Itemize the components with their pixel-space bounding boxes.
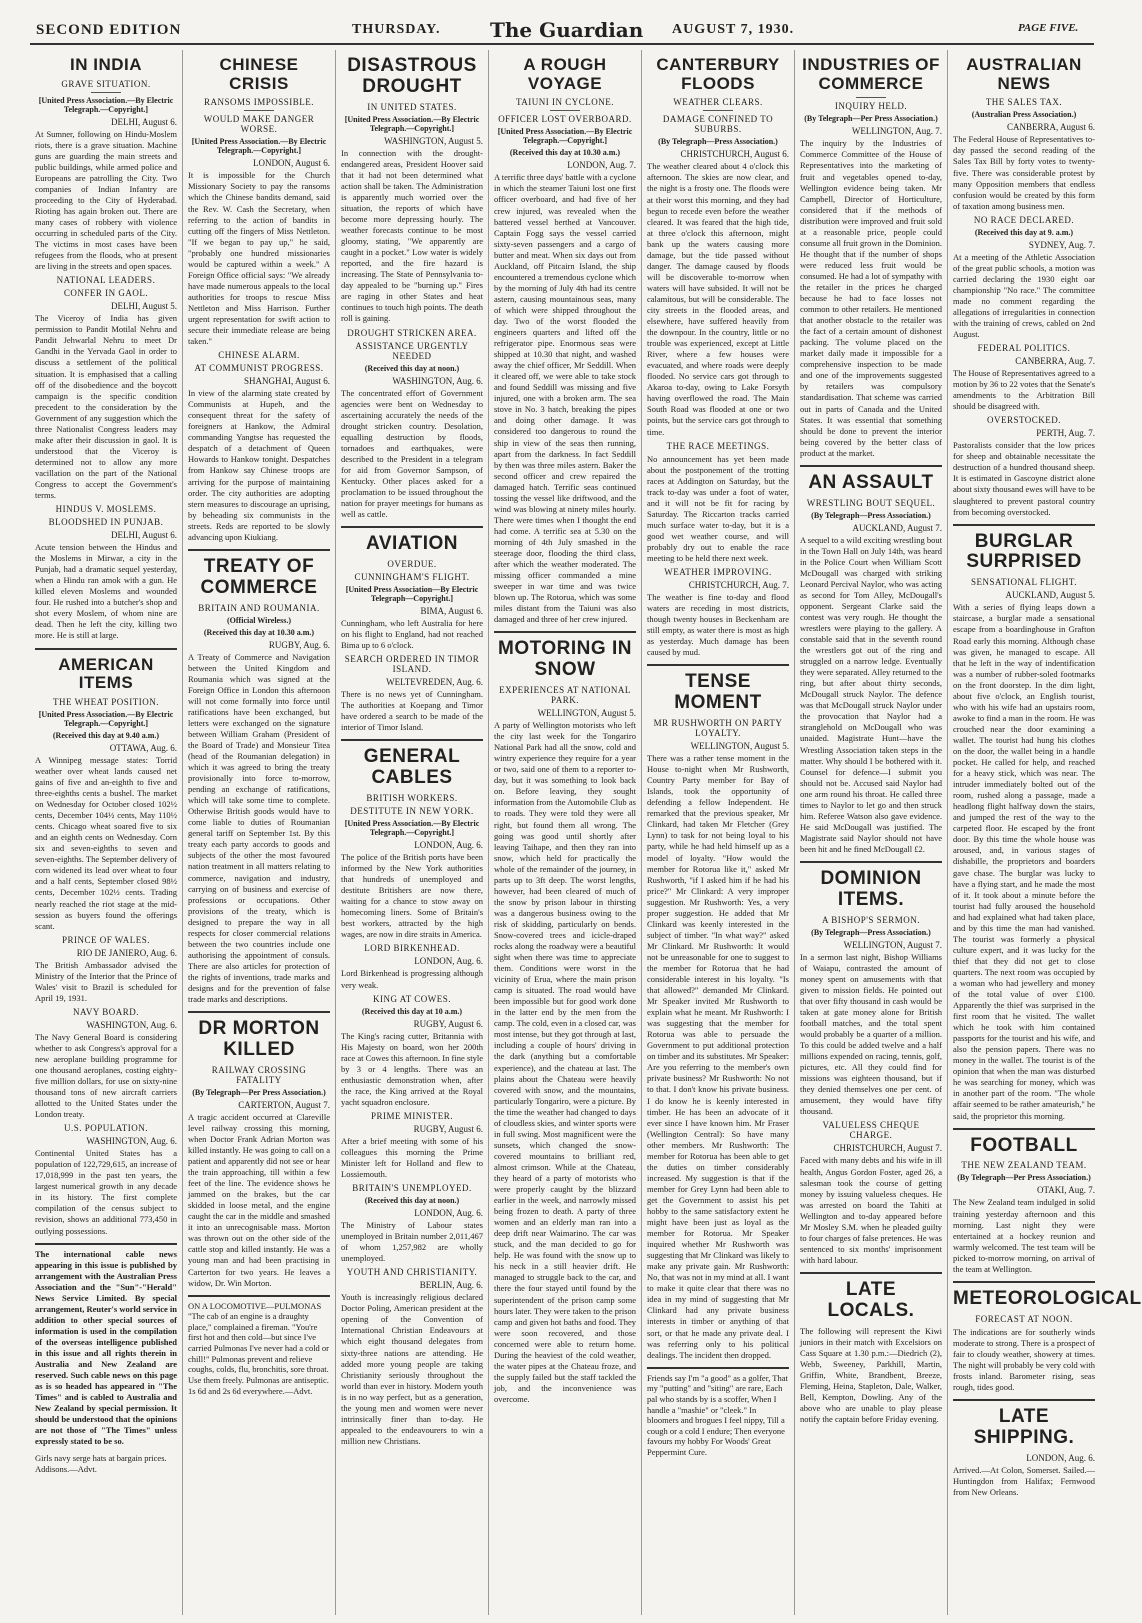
article-late-locals: [800, 1280, 942, 1425]
column-5: [641, 50, 794, 1615]
article-motoring-in-snow: [494, 639, 636, 1405]
dateline: OTTAWA, Aug. 6.: [109, 742, 177, 753]
received-line: (Received this day at 10.30 a.m.): [509, 148, 621, 158]
headline: DOMINION ITEMS.: [820, 867, 922, 910]
article-in-india: [35, 56, 177, 642]
column-rule: [800, 861, 942, 863]
subheading: A BISHOP'S SERMON.: [822, 914, 920, 925]
newspaper-name: The Guardian: [490, 18, 644, 42]
article-body: The police of the British ports have been informed by the New York authorities that hundreds of unemployed and destitute Britishers are now there, waiting for a chance to stow away on homecoming liners. Some of Britain's best workers, attracted by the high wages, are now in dire straits in America.: [341, 852, 483, 940]
subheading: NATIONAL LEADERS.: [56, 275, 156, 286]
article-football: [953, 1136, 1095, 1275]
dateline: SHANGHAI, August 6.: [243, 376, 330, 387]
article-body: The indications are for southerly winds moderate to strong. There is a prospect of fair to cloudy weather, showery at times. The night will probably be very cold with frosts inland. Barometer rising, seas rough, tides good.: [953, 1326, 1095, 1392]
received-line: (Received this day at noon.): [364, 363, 460, 373]
article-burglar-surprised: [953, 532, 1095, 1122]
column-rule: [341, 526, 483, 528]
credit-line: (By Telegraph—Press Association.): [811, 927, 931, 937]
subheading: SENSATIONAL FLIGHT.: [971, 577, 1077, 588]
column-rule: [341, 739, 483, 741]
article-body: The weather cleared about 4 o'clock this afternoon. The skies are now clear, and the night is a frosty one. The floods were at their worst this morning, and they had begun to recede even before the weather cleared. It was feared that the high tide, at three o'clock this afternoon, might bank up the waters causing more damage, but the tide passed without danger. The damage caused by floods will be discoverable to-morrow when waters will have subsided. It will not be calamitous, but will be considerable. The city streets in the flooded areas, and elsewhere, have suffered heavily from the downpour. In the country, little or no trouble was experienced, except at Little River, where a few houses were evacuated, and where roads were deeply flooded. No service cars got through to Akaroa to-day, owing to Lake Forsyth having overflowed the road. The Main South Road was flooded at one or two points, but the service cars got through to time.: [647, 161, 789, 437]
article-body: It is impossible for the Church Missionary Society to pay the ransoms which the Chinese bandits demand, said the Rev. W. Cash the Secretary, when referring to the action of bandits in cutting off the fingers of Miss Nettleton. "If we began to pay up," he said, "probably one hundred missionaries would be captured within a week." A Foreign Office official says: "We already have made numerous appeals to the local authorities for troops to rescue Miss Nettleton and Miss Harrison. Further urgent representation for swift action to secure their immediate release are being taken.": [188, 170, 330, 347]
column-rule: [35, 1243, 177, 1245]
headline: AVIATION: [366, 533, 458, 555]
credit-line: [United Press Association.—By Electric Telegraph.—Copyright.]: [38, 95, 174, 114]
headline: AUSTRALIAN NEWS: [966, 55, 1082, 93]
article-body: Continental United States has a population of 122,729,615, an increase of 17,018,999 in the past ten years, the largest numerical growth in any decade in its history. The first complete compilation of the census subject to revision, shows an additional 773,450 in outlying possessions.: [35, 1148, 177, 1236]
column-rule: [647, 664, 789, 666]
divider: [244, 110, 274, 111]
credit-line: (Official Wireless.): [227, 615, 291, 625]
article-body: The New Zealand team indulged in solid training yesterday afternoon and this morning. Last night they were entertained at a hockey reunion and warmly welcomed. The test team will be picked to-morrow morning, on arrival of the team at Wellington.: [953, 1197, 1095, 1274]
dateline: WASHINGTON, Aug. 6.: [392, 375, 483, 386]
article-body: The Ministry of Labour states unemployed in Britain number 2,011,467 of whom 1,257,982 are wholly unemployed.: [341, 1220, 483, 1264]
page-number: PAGE FIVE.: [1018, 22, 1079, 34]
article-body: Cunningham, who left Australia for here on his flight to England, had not reached Bima up to 6 o'clock.: [341, 617, 483, 651]
subheading: BRITISH WORKERS.: [366, 793, 458, 804]
article-treaty-of-commerce: [188, 557, 330, 1005]
credit-line: [United Press Association.—By Electric Telegraph.—Copyright.]: [344, 819, 480, 838]
dateline: WELLINGTON, August 5.: [537, 708, 636, 719]
column-rule: [188, 1011, 330, 1013]
headline: CHINESE CRISIS: [219, 55, 299, 93]
headline: TENSE MOMENT: [674, 671, 762, 714]
subheading: CUNNINGHAM'S FLIGHT.: [354, 571, 470, 582]
credit-line: (By Telegraph—Per Press Association.): [804, 114, 938, 124]
received-line: (Received this day at noon.): [364, 1196, 460, 1206]
headline: CANTERBURY FLOODS: [656, 55, 780, 93]
subheading: PRIME MINISTER.: [370, 1110, 453, 1121]
column-rule: [800, 465, 942, 467]
article-canterbury-floods: [647, 56, 789, 658]
headline: METEOROLOGICAL: [953, 1287, 1142, 1309]
headline: LATE SHIPPING.: [973, 1405, 1075, 1448]
article-body: The Viceroy of India has given permission to Pandit Motilal Nehru and Pandit Jehwarlal Nehru to meet Dr Gandhi in the Yervada Gaol in order to discuss a settlement of the political situation. It is emphasised that a calling off of the disobedience and the boycott campaign is the specific condition precedent to the consideration by the Government of any suggestion which the three Nationalist Congress leaders may make after their discussion in gaol. It is understood that the Viceroy is determined not to allow any more vacillation on the part of the National Congress to accept the Government's terms.: [35, 313, 177, 501]
article-body: The inquiry by the Industries of Commerce Committee of the House of Representatives into the marketing of fruit and vegetables opened to-day, Wellington evidence being taken. Mr Campbell, Director of Horticulture, considered that if the methods of distribution were improved and fruit sold at a reasonable price, people could consume all fruit grown in the Dominion. He thought that if the number of shops were reduced less fruit would be consumed. He had a lot of sympathy with the retailer in the prices he charged because he had to face losses not common to other retailers. He mentioned that another obstacle to the retailer was the fact of a certain amount of dishonest packing. The volume placed on the market daily made it impossible for a comprehensive inspection to be made and one of the improvements suggested by retailers was compulsory standardisation. That scheme was carried out in parts of Canada and the United States. It was essential that something should be done to prevent the interior being covered by the better class of product at the market.: [800, 138, 942, 458]
headline: BURGLAR SURPRISED: [966, 530, 1082, 573]
received-line: (Received this day at 10 a.m.): [361, 1006, 463, 1016]
column-2: [182, 50, 335, 1615]
dateline: WASHINGTON, August 5.: [384, 135, 483, 146]
subheading: MR RUSHWORTH ON PARTY LOYALTY.: [653, 718, 783, 739]
column-6: [794, 50, 947, 1615]
subheading: BLOODSHED IN PUNJAB.: [48, 517, 164, 528]
advertisement: ON A LOCOMOTIVE—PULMONAS "The cab of an engine is a draughty place," complained a fireman. "You're first hot and then cold—but since I've carried Pulmonas I've never had a cold or chill!" Pulmonas prevent and relieve coughs, colds, flu, bronchitis, sore throat. Use them freely. Pulmonas are antiseptic. 1s 6d and 2s 6d everywhere.—Advt.: [188, 1300, 330, 1396]
masthead: [0, 0, 1114, 44]
article-body: There was a rather tense moment in the House to-night when Mr Rushworth, Country Party member for Bay of Islands, took the opportunity of defending a fellow Independent. He remarked that the previous speaker, Mr Clinkard, had taken Mr Fletcher (Grey Lynn) to task for not being loyal to his party, while he had held himself up as a model of loyalty. "How would the member for Rotorua like it," asked Mr Rushworth, "if I asked him if he had his price?" Mr Clinkard: A very improper suggestion. Mr Rushworth: Yes, a very proper suggestion. He added that Mr Clinkard was keenly interested in the subject of timber. "In what way?" asked Mr Clinkard. Mr Rushworth: It would not be unreasonable for one to suggest to the member for Rotorua that he had considerable interest in his loyalty. "Is that allowed?" demanded Mr Clinkard. Mr Speaker invited Mr Rushworth to explain what he meant. Mr Rushworth: I was suggesting that the member for Rotorua was able to persuade the Government to put additional protection on timber and its substitutes. Mr Speaker: Are you referring to the member's own private business? Mr Rushworth: No not to that. I don't know his private business. I do know he is keenly interested in timber. He has been an advocate of it ever since I have known him. Mr Fraser (Wellington Central): So have many other members. Mr Rushworth: The member for Rotorua has been able to get the duties on timber considerably increased. My suggestion is that if the member for Grey Lynn had been able to get the Government to assist his pet hobby to the same satisfactory extent he might have been just as loyal as the member for Rotorua. Mr Speaker inquired whether Mr Rushworth was suggesting that Mr Clinkard was likely to make any private gain. Mr Rushworth: No, that was not in my mind at all. I want to make it quite clear that there was no idea in my mind of suggesting that Mr Clinkard had any private business interests in timber or anything of that sort, or that he made any private deal. I was referring only to his political dealings. The incident then dropped.: [647, 753, 789, 1360]
headline: DISASTROUS DROUGHT: [347, 55, 477, 97]
cable-notice: The international cable news appearing in this issue is published by arrangement with the Australian Press Association and the "Sun"-"Herald" News Service Limited. By special arrangement, Reuter's world service in addition to other special sources of information is used in the compilation of the overseas intelligence published in this issue and all rights therein in Australia and New Zealand are reserved. Such cable news on this page as is so headed has appeared in "The Times" and is cabled to Australia and New Zealand by special permission. It should be understood that the opinions are not those of "The Times" unless expressly stated to be so.: [35, 1248, 177, 1447]
headline: GENERAL CABLES: [363, 746, 461, 789]
subheading: WOULD MAKE DANGER WORSE.: [203, 114, 315, 135]
dateline: CHRISTCHURCH, August 6.: [680, 149, 789, 160]
received-line: (Received this day at 9.40 a.m.): [52, 730, 160, 740]
column-rule: [953, 524, 1095, 526]
subheading: FEDERAL POLITICS.: [977, 343, 1071, 354]
headline: MOTORING IN SNOW: [498, 638, 632, 681]
article-body: A sequel to a wild exciting wrestling bout in the Town Hall on July 14th, was heard in the Police Court when William Scott McDougall was charged with striking Leonard Percival Naylor, who was acting as second for Tom Alley, McDougall's opponent. Sergeant Clarke said the contest was very rough. He thought the wrestlers were playing to the gallery. A constable said that in the seventh round the wrestlers got out of the ring and struggled on a narrow ledge. Eventually they were separated. Alley returned to the ring, but after about thirty seconds, McDougall struck Naylor. The defence was that McDougall struck Naylor under the provocation that Naylor had a stranglehold on McDougall who was unaided. Magistrate Hunt—have the Wrestling Association taken steps in the matter. Why should I be bothered with it. Counsel for defence—I submit you should not be. Accused said Naylor had one arm round his throat. He called three times to Naylor to let go and then struck him. Referee Watson also gave evidence. He said McDougall was justified. The Magistrate said Naylor should not have been hit and he fined McDougall £2.: [800, 534, 942, 854]
issue-date: AUGUST 7, 1930.: [672, 22, 795, 37]
article-body: After a brief meeting with some of his colleagues this morning the Prime Minister left for Holland and flew to Lossiemouth.: [341, 1135, 483, 1180]
dateline: LONDON, Aug. 6.: [414, 956, 483, 967]
subheading: FORECAST AT NOON.: [975, 1313, 1073, 1324]
subheading: PRINCE OF WALES.: [61, 934, 151, 945]
headline: TREATY OF COMMERCE: [200, 555, 318, 598]
dateline: WELLINGTON, August 5.: [690, 741, 789, 752]
article-body: Lord Birkenhead is progressing although very weak.: [341, 968, 483, 990]
dateline: LONDON, Aug. 6.: [1026, 1452, 1095, 1463]
article-rough-voyage: [494, 56, 636, 625]
headline: AMERICAN ITEMS: [58, 654, 154, 693]
dateline: RUGBY, Aug. 6.: [268, 639, 330, 650]
dateline: WELLINGTON, August 7.: [843, 939, 942, 950]
column-rule: [647, 1367, 789, 1369]
article-body: With a series of flying leaps down a staircase, a burglar made a sensational escape from a boardinghouse in Grafton Road early this morning. Although chase was given, he managed to escape. All that he left in the way of indentification was a number of rubber-soled footmarks on the front doorstep. In the dim light, about five o'clock, an English tourist, who with his wife had an upstairs room, awoke to find a man in the room. He was crouched near the door examining a wallet. The tourist had hung his clothes on the door, the wallet being in a handle pocket. He called for help, and reached for a heavy stick, which was near. The intruder immediately bolted out of the room, rushed along a passage, made a headlong flight halfway down the stairs, and jumped the rest of the way to the carpeted floor. He escaped by the front door. By this time the whole house was aroused, and, in various stages of dishabille, the proprietors and boarders gave chase. The burglar was lucky to have a flying start, and he made the most of it. It took about a minute before the tourist had fully aroused the household and had explained what had taken place, and by this time the man had vanished. The tourist was formerly a physical culture expert, and it was lucky for the thief that they did not get to close quarters. The next room was occupied by a woman who had jewellery and money of the total value of over £100. Apparently the thief was surprised in the first room that he visited. The wallet which he took with him contained passports for the tourist and his wife, and also the pension papers. There was no money in the wallet. The tourist is of the opinion that when the man was disturbed he was searching for money, which was in another part of the room. "The whole affair seemed to be rather amateurish," he said, the proprietor this morning.: [953, 602, 1095, 1121]
dateline: CHRISTCHURCH, August 7.: [833, 1143, 942, 1154]
dateline: OTAKI, Aug. 7.: [1036, 1185, 1095, 1196]
subheading: THE WHEAT POSITION.: [53, 696, 159, 707]
divider: [856, 97, 886, 98]
subheading: BRITAIN'S UNEMPLOYED.: [352, 1183, 472, 1194]
column-rule: [953, 1399, 1095, 1401]
dateline: LONDON, Aug. 6.: [414, 840, 483, 851]
subheading: GRAVE SITUATION.: [61, 78, 151, 89]
column-rule: [188, 1295, 330, 1297]
dateline: DELHI, August 5.: [111, 301, 177, 312]
headline: FOOTBALL: [970, 1134, 1078, 1156]
article-chinese-crisis: [188, 56, 330, 543]
subheading: KING AT COWES.: [372, 993, 452, 1004]
article-body: A Treaty of Commerce and Navigation between the United Kingdom and Roumania which was signed at the Foreign Office in London this afternoon will not come formally into force until ratifications have been exchanged, but letters were exchanged on the signature between William Graham (President of the Board of Trade) and Monsieur Titea (head of the Roumanian delegation) in which it was agreed to bring the treaty provisionally into force to-morrow, pending an exchange of ratifications, which will take some time to complete. Otherwise British goods would have to come liable to duties of Roumanian general tariff on September 1st. By this treaty each party accords to goods and subjects of the other the most favoured nation treatment in all matters relating to commerce, navigation and industry, carrying on of business and exercise of professions or occupations. Other provisions of the treaty, which is designed to prepare the way in all respects for closer commercial relations between the two countries include one authorising the appointment of consuls. There are also articles for protection of the rights of inventions, trade marks and designs and for the prevention of false trade marks and descriptions.: [188, 651, 330, 1005]
article-body: The concentrated effort of Government agencies were bent on Wednesday to ascertaining accurately the needs of the drought stricken country. Desolation, equalling destruction by floods, tornadoes and earthquakes, were described to the President in a telegram for aid from Governor Sampson, of Kentucky. Other places asked for a proclamation to be issued throughout the nation for prayer meetings for humans as well as cattle.: [341, 387, 483, 520]
subheading: YOUTH AND CHRISTIANITY.: [346, 1267, 478, 1278]
article-industries-of-commerce: [800, 56, 942, 459]
column-rule: [35, 648, 177, 650]
column-rule: [800, 1272, 942, 1274]
column-rule: [953, 1281, 1095, 1283]
advertisement: Girls navy serge hats at bargain prices. Addisons.—Advt.: [35, 1453, 167, 1475]
dateline: AUCKLAND, August 7.: [852, 522, 942, 533]
article-body: The Federal House of Representatives to-day passed the second reading of the Sales Tax Bill by forty votes to twenty-five. There was considerable protest by many Opposition members that endless confusion would be created by this form of taxation among business men.: [953, 134, 1095, 211]
article-dr-morton-killed: [188, 1019, 330, 1289]
column-4: [488, 50, 641, 1615]
headline: AN ASSAULT: [808, 471, 934, 493]
subheading: DAMAGE CONFINED TO SUBURBS.: [662, 114, 774, 135]
divider: [703, 110, 733, 111]
column-rule: [494, 631, 636, 633]
dateline: CANBERRA, Aug. 7.: [1015, 356, 1095, 367]
dateline: SYDNEY, Aug. 7.: [1028, 239, 1095, 250]
subheading: RAILWAY CROSSING FATALITY: [211, 1064, 307, 1085]
headline: DR MORTON KILLED: [198, 1018, 320, 1060]
credit-line: [United Press Association.—By Electric Telegraph.—Copyright.]: [497, 127, 633, 146]
article-body: The King's racing cutter, Britannia with His Majesty on board, won her 200th race at Cowes this afternoon. In fine style by 3 or 4 lengths. There was an enthusiastic demonstration when, after the race, the King arrived at the Royal yacht squadron enclosure.: [341, 1030, 483, 1107]
credit-line: [United Press Association—By Electric Telegraph—Copyright.]: [345, 584, 479, 603]
subheading: BRITAIN AND ROUMANIA.: [198, 602, 320, 613]
dateline: DELHI, August 6.: [111, 530, 177, 541]
subheading: CHINESE ALARM.: [218, 350, 300, 361]
article-american-items: [35, 656, 177, 1237]
subheading: THE SALES TAX.: [985, 97, 1063, 108]
column-3: [335, 50, 488, 1615]
dateline: CARTERTON, August 7.: [238, 1099, 330, 1110]
credit-line: (By Telegraph—Press Association.): [658, 137, 778, 147]
article-body: At Sumner, following on Hindu-Moslem riots, there is a grave situation. Machine guns are guarding the main streets and public buildings, while armed police and Europeans are patrolling the City. Two companies of Indian Infantry are proceeding to the City of Hyderabad. Rioting has again broken out. There are many cases of robbery with violence occurring in scheduled parts of the City. The victims in most cases have been refugees from the floods, who at present are living in the streets and open spaces.: [35, 128, 177, 272]
article-body: The weather is fine to-day and flood waters are receding in most districts, though twenty houses in Beckenham are still empty, as water there is most as high as yesterday. Much damage has been caused by mud.: [647, 592, 789, 658]
subheading: OFFICER LOST OVERBOARD.: [498, 114, 632, 125]
divider: [550, 110, 580, 111]
article-australian-news: [953, 56, 1095, 518]
subheading: WEATHER IMPROVING.: [664, 567, 772, 578]
article-body: Faced with many debts and his wife in ill health, Angus Gordon Foster, aged 26, a salesman took the course of getting money by issuing valueless cheques. He was arrested on board the Tahiti at Wellington and to-day appeared before Mr Mosley S.M. when he pleaded guilty to four charges of false pretences. He was sentenced to six months' imprisonment with hard labour.: [800, 1155, 942, 1265]
masthead-rule: [30, 43, 1094, 45]
subheading: RANSOMS IMPOSSIBLE.: [203, 97, 315, 108]
subheading: SEARCH ORDERED IN TIMOR ISLAND.: [344, 654, 480, 675]
subheading: OVERDUE.: [387, 558, 437, 569]
column-1: [30, 50, 182, 1615]
article-body: The Navy General Board is considering whether to ask Congress's approval for a new aeroplane building programme for one thousand aeroplanes, costing eighty-five million dollars, for use on sixty-nine thousand tons of new aircraft carriers allotted to the United States under the London treaty.: [35, 1031, 177, 1120]
article-body: Acute tension between the Hindus and the Moslems in Mirwar, a city in the Punjab, had a dramatic sequel yesterday, when a Hindu ran amok with a gun. He killed eleven Moslems and wounded four. He rushed into a butcher's shop and shot every Moslem, of whom nine are dead. Then he left the city, killing two more. He is still at large.: [35, 542, 177, 641]
received-line: (Received this day at 9. a.m.): [974, 227, 1074, 237]
article-body: Youth is increasingly religious declared Doctor Poling, American president at the opening of the Convention of International Christian Endeavours at which eight thousand delegates from sixty-three nations are attending. He added more young people are taking Christianity seriously throughout the world than ever in history. Modern youth is in no way perfect, but as a generation, the young men and women were never intrinsically finer than to-day. He appealed to the endeavourers to win a million new Christians.: [341, 1292, 483, 1446]
article-body: No announcement has yet been made about the postponement of the trotting races at Addington on Saturday, but the track to-day was under a foot of water, and it will not be fit for racing by Saturday. The Riccarton tracks carried much surface water to-day, but it is a good wet weather course, and will probably dry out to enable the race meeting to be held there next week.: [647, 453, 789, 563]
dateline: LONDON, Aug. 6.: [414, 1208, 483, 1219]
article-aviation: [341, 534, 483, 733]
dateline: RUGBY, August 6.: [413, 1123, 483, 1134]
article-body: In view of the alarming state created by Communists at Hupeh, and the consequent threat for the safety of foreigners at Hankow, the Admiral commanding Yangtse has requested the despatch of a detachment of Queen Howards to Hankow tonight. Despatches from Hankow say Chinese troops are arriving for the purpose of maintaining order. The city authorities are adopting stern measures to discourage an uprising, by beheading six communists in the streets. Reds are reported to be slowly advancing upon Kiukiang.: [188, 388, 330, 542]
column-7: [947, 50, 1142, 1615]
subheading: HINDUS V. MOSLEMS.: [55, 504, 157, 515]
dateline: WASHINGTON, Aug. 6.: [86, 1136, 177, 1147]
credit-line: (By Telegraph—Per Press Association.): [192, 1087, 326, 1097]
dateline: RUGBY, August 6.: [413, 1018, 483, 1029]
subheading: EXPERIENCES AT NATIONAL PARK.: [499, 685, 631, 706]
dateline: RIO DE JANIERO, Aug. 6.: [76, 947, 177, 958]
subheading: WRESTLING BOUT SEQUEL.: [806, 497, 936, 508]
subheading: THE NEW ZEALAND TEAM.: [961, 1160, 1087, 1171]
advertisement: Friends say I'm "a good" as a golfer, That my "putting" and "siting" are rare, Each pal who stands by is a scoffer, When I handle a "mashie" or "cleek." In bloomers and brogues I feel nippy, Till a cough or a cold I endure; Then everyone favours my hobby For Woods' Great Peppermint Cure.: [647, 1372, 788, 1458]
dateline: DELHI, August 6.: [111, 116, 177, 127]
article-body: A tragic accident occurred at Clareville level railway crossing this morning, when Doctor Frank Adrian Morton was killed instantly. He was going to call on a patient and apparently did not see or hear the train approaching, till within a few feet of the line. The evidence shows he jammed on the brakes, but the car skidded in loose metal, and the engine caught the car in the middle and smashed it into an unrecognisable mass. Morton was thrown out on the other side of the cattle stop and killed instantly. He was a young man and had been practising in Carterton for two years. He leaves a widow, Dr. Win Morton.: [188, 1111, 330, 1288]
dateline: LONDON, Aug. 7.: [567, 160, 636, 171]
subheading: WEATHER CLEARS.: [673, 97, 763, 108]
credit-line: [United Press Association.—By Electric Telegraph.—Copyright.]: [191, 137, 327, 156]
article-general-cables: [341, 747, 483, 1447]
article-body: At a meeting of the Athletic Association of the great public schools, a motion was carried declaring the 1930 eight oar championship "No race." The committee made no comment regarding the allegations of irregularities in connection with the training of crews, cabled on 2nd August.: [953, 251, 1095, 340]
dateline: BERLIN, Aug. 6.: [419, 1280, 483, 1291]
dateline: LONDON, August 6.: [252, 158, 330, 169]
dateline: WELLINGTON, Aug. 7.: [851, 126, 942, 137]
edition-label: SECOND EDITION: [36, 22, 182, 38]
subheading: DESTITUTE IN NEW YORK.: [350, 806, 474, 817]
article-tense-moment: [647, 672, 789, 1360]
subheading: NAVY BOARD.: [72, 1006, 139, 1017]
headline: IN INDIA: [70, 55, 142, 74]
subheading: THE RACE MEETINGS.: [666, 440, 770, 451]
dateline: CANBERRA, August 6.: [1006, 122, 1095, 133]
dateline: BIMA, August 6.: [420, 605, 483, 616]
article-body: Pastoralists consider that the low prices for sheep and obtainable necessitate the destruction of a hundred thousand sheep. It is estimated in Gascoyne district alone about sixty thousand ewes will have to be slaughtered to prevent pastoral country from becoming overstocked.: [953, 440, 1095, 517]
article-body: There is no news yet of Cunningham. The authorities at Koepang and Timor have ordered a search to be made of the interior of Timor Island.: [341, 689, 483, 733]
article-body: A Winnipeg message states: Torrid weather over wheat lands caused net gains of five and an-eighth to five and three-eighths cents a bushel. The market on Wednesday for October closed 102½ cents, December 104½ cents, May 110½ cents. Chicago wheat soared five to six and an eighth cents on Wednesday. Corn six and seven-eighths to seven and seven-eighths. The September delivery of corn widened its lead over wheat to four and a half cents, September closed 98½ cents, December 102½ cents. Trading nearly reached the riot stage at the mid-session as buyers found the offerings scant.: [35, 754, 177, 931]
article-body: In connection with the drought-endangered areas, President Hoover said that it had not been determined what action shall be taken. The Administration is apparently much worried over the situation, the reports of which have become more depressing hourly. The weather forecasts continue to be most gloomy, stating, "We apparently are caught in a pocket." Low water is widely reported, and the fire hazard is increasing. The State of Pennsylvania to-day appealed to be "burning up." Fires are raging in other States and heat continues to touch high points. The death roll is gaining.: [341, 147, 483, 324]
credit-line: [United Press Association.—By Electric Telegraph.—Copyright.]: [38, 709, 174, 728]
subheading: ASSISTANCE URGENTLY NEEDED: [355, 340, 469, 361]
article-late-shipping: [953, 1407, 1095, 1498]
credit-line: [United Press Association.—By Electric Telegraph.—Copyright.]: [344, 114, 480, 133]
dateline: WASHINGTON, Aug. 6.: [86, 1019, 177, 1030]
column-rule: [188, 549, 330, 551]
page-columns: [30, 50, 1142, 1615]
subheading: LORD BIRKENHEAD.: [364, 943, 460, 954]
credit-line: (By Telegraph—Per Press Association.): [957, 1173, 1091, 1183]
article-body: The House of Representatives agreed to a motion by 36 to 22 votes that the Senate's amendments to the Arbitration Bill should be disagreed with.: [953, 368, 1095, 412]
subheading: INQUIRY HELD.: [834, 101, 908, 112]
headline: LATE LOCALS.: [827, 1278, 915, 1321]
article-dominion-items: [800, 869, 942, 1266]
headline: A ROUGH VOYAGE: [523, 55, 607, 93]
subheading: VALUELESS CHEQUE CHARGE.: [822, 1120, 920, 1141]
article-disastrous-drought: [341, 56, 483, 520]
article-body: The following will represent the Kiwi juniors in their match with Excelsiors on Cass Square at 1.30 p.m.:—Diedrich (2), Webb, Sweeney, Parkhill, Martin, Griffin, White, Brandbent, Breeze, Fleming, Heina, Stapleton, Dale, Walker, Bell, Kempton, Dowling. Any of the above who are unable to play please notify the captain before Friday evening.: [800, 1325, 942, 1425]
article-body: Arrived.—At Colon, Somerset. Sailed.—Huntingdon from Halifax; Fernwood from New Orleans.: [953, 1464, 1095, 1497]
article-meteorological: [953, 1287, 1142, 1393]
divider: [91, 92, 121, 93]
article-body: A terrific three days' battle with a cyclone in which the steamer Taiuni lost one first officer overboard, and had five of her crew injured, was revealed when the battered vessel berthed at Vancouver. Captain Fogg says the vessel carried sixty-seven passengers and a cargo of butter and meat. When six days out from Auckland, off Pitcairn Island, the ship encountered a tremendous cyclone which by the morning of July 4th had its centre astern, causing mountainous seas, many of which were shipped throughout the day. Two of the worst flooded the engineers quarters and lifted off the refrigerator pipe. Enormous seas were shipped at 10.30 that night, and washed away the chief officer, Mr Seddill. When it cleared off, we were able to take stock and found Seddill was missing and five injured, one with a broken arm. The sea stove in No. 3 hatch, breaking the pipes and doing other damage. It was considered too dangerous to round the ship in view of the seas then running, apart from the darkness. In fact Seddill by then was three miles astern. Baker the second officer and crew repaired the damaged hatch. Terrific seas continued tossing the vessel like driftwood, and the wind was blowing at ninety miles hourly. There were times when I thought the end had come. A terrific sea at 5.30 on the morning of 4th July smashed in the steerage door, flooding the third class, after which the weather moderated. The missing officer commanded a mine sweeper in war time and was twice blown up. The Rotorua, which was some miles distant from the Taiuni was also damaged and three of her crew injured.: [494, 172, 636, 625]
credit-line: (Australian Press Association.): [971, 110, 1077, 120]
subheading: AT COMMUNIST PROGRESS.: [194, 363, 324, 374]
subheading: U.S. POPULATION.: [63, 1123, 148, 1134]
dateline: AUCKLAND, August 5.: [1005, 590, 1095, 601]
column-rule: [953, 1128, 1095, 1130]
dateline: WELTEVREDEN, Aug. 6.: [386, 677, 483, 688]
weekday-label: THURSDAY.: [352, 22, 441, 37]
headline: INDUSTRIES OF COMMERCE: [802, 55, 940, 93]
article-body: In a sermon last night, Bishop Williams of Waiapu, contrasted the amount of money spent on amusements with that given to mission fields. He pointed out that over fifty thousand in cash would be taken at gate money alone for British football matches, and the total spent would probably be a quarter of a million. To this could be added twelve and a half millions expended on racing, tennis, golf, pictures, etc. All they could find for missions was eighteen thousand, but if they denied themselves one per cent. of amusement, they would have fifty thousand.: [800, 951, 942, 1117]
dateline: PERTH, Aug. 7.: [1036, 428, 1095, 439]
article-an-assault: [800, 473, 942, 855]
credit-line: (By Telegraph—Press Association.): [811, 510, 931, 520]
subheading: DROUGHT STRICKEN AREA.: [347, 327, 477, 338]
article-body: A party of Wellington motorists who left the city last week for the Tongariro National Park had all the snow, cold and wintry experience they require for a year or two, said one of them to a reporter to-day, but it was something to look back on. Before leaving, they sought information from the Automobile Club as to roads. They were told they were all right, but found them all wrong. The going was good until shortly after leaving Taihape, and then they ran into snow, which held for practically the whole of the remainder of the journey, in parts up to 3ft deep. The worst lengths, however, had been cleared of much of the snow by prison labour in thirsting was a dangerous business owing to the risk of skidding, particularly on bends. Snow-covered trees and icicle-draped rocks along the roadway were a beautiful sight when there was time to appreciate them. Conditions were worst in the vicinity of Erua, where the main prison camp is situated. The road would have been impossible but for good work done in the latter end by the men from the camp. The cold, even in a closed car, was most intense, but they got through at last, including a couple of hours' driving in the dark (anything but a comfortable experience), and the chateau at last. The plains about the Chateau were heavily covered with snow, and the mountains, particularly Tongariro, were a picture. By the time the weather had changed to days of cloudless skies, and winter sports were in full swing. Most magnificent were the sunsets, which changed the snow-covered mountains to brilliant red, almost crimson. While at the Chateau, they heard of a party of motorists who were properly caught by the blizzard earlier in the week, and narrowly missed being frozen to death. A party of three women and an elderly man ran into a deep drift near Waimarino. The car was stuck, and the man decided to go for help. He was found with the snow up to his neck in a still heavier drift. He managed to struggle back to the car, and there the four stayed until found by the superintendent of the prison camp some hours later. They were taken to the prison camp and given hot baths and food. They were soon recovered, and those concerned were able to return home. During the heaviest of the cold weather, the water pipes at the Chateau froze, and the supply failed but the staff tackled the job, and the inconvenience was overcome.: [494, 720, 636, 1404]
dateline: CHRISTCHURCH, Aug. 7.: [688, 580, 789, 591]
subheading: CONFER IN GAOL.: [63, 288, 149, 299]
subheading: TAIUNI IN CYCLONE.: [515, 97, 614, 108]
received-line: (Received this day at 10.30 a.m.): [203, 627, 315, 637]
subheading: IN UNITED STATES.: [367, 101, 457, 112]
subheading: NO RACE DECLARED.: [973, 214, 1075, 225]
subheading: OVERSTOCKED.: [986, 415, 1062, 426]
article-body: The British Ambassador advised the Ministry of the Interior that the Prince of Wales' visit to Brazil is scheduled for April 19, 1931.: [35, 959, 177, 1003]
